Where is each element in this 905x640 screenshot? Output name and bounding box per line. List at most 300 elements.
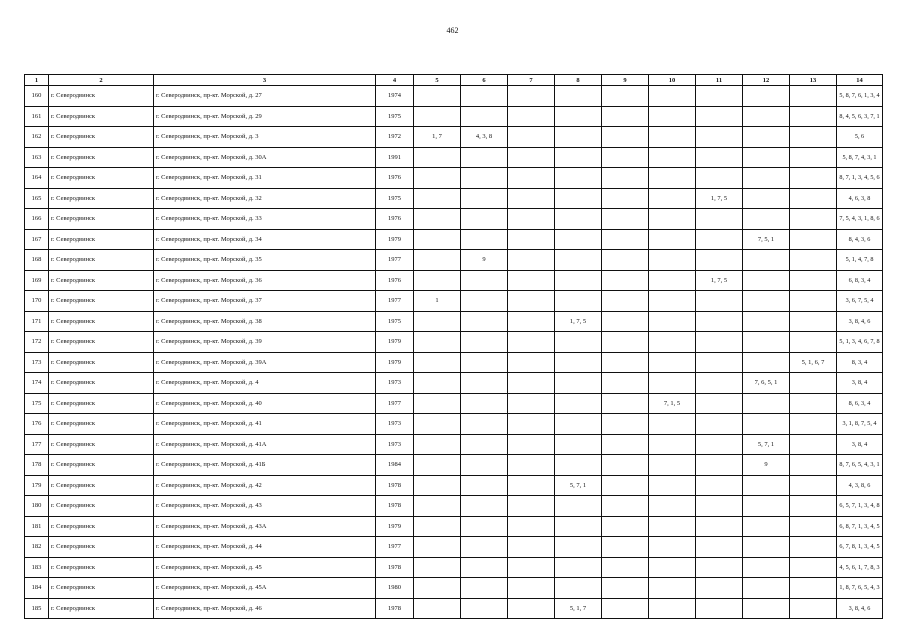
table-cell-col-14: 3, 6, 7, 5, 4: [837, 291, 883, 312]
table-cell-col-12: [743, 537, 790, 558]
table-cell-col-11: [696, 496, 743, 517]
table-cell-col-13: [790, 414, 837, 435]
table-cell-col-2: г. Северодвинск: [49, 414, 154, 435]
table-cell-col-6: [461, 291, 508, 312]
table-cell-col-1: 168: [25, 250, 49, 271]
table-cell-col-6: [461, 537, 508, 558]
table-cell-col-3: г. Северодвинск, пр-кт. Морской, д. 38: [154, 311, 376, 332]
table-row: [25, 270, 883, 291]
table-cell-col-5: [414, 598, 461, 619]
table-cell-col-7: [508, 86, 555, 107]
table-cell-col-8: [555, 168, 602, 189]
table-cell-col-11: [696, 209, 743, 230]
table-cell-col-12: [743, 291, 790, 312]
table-cell-col-2: г. Северодвинск: [49, 270, 154, 291]
table-cell-col-12: [743, 414, 790, 435]
table-cell-col-10: [649, 106, 696, 127]
table-cell-col-14: 3, 8, 4, 6: [837, 311, 883, 332]
table-cell-col-14: 5, 8, 7, 6, 1, 3, 4: [837, 86, 883, 107]
table-cell-col-10: [649, 455, 696, 476]
table-cell-col-8: [555, 250, 602, 271]
table-row: [25, 147, 883, 168]
table-cell-col-6: [461, 106, 508, 127]
table-cell-col-14: 6, 5, 7, 1, 3, 4, 8: [837, 496, 883, 517]
table-cell-col-1: 178: [25, 455, 49, 476]
table-cell-col-5: [414, 168, 461, 189]
table-row: [25, 475, 883, 496]
table-cell-col-14: 6, 7, 8, 1, 3, 4, 5: [837, 537, 883, 558]
table-cell-col-7: [508, 311, 555, 332]
table-row: [25, 209, 883, 230]
table-cell-col-2: г. Северодвинск: [49, 455, 154, 476]
table-cell-col-9: [602, 127, 649, 148]
table-row: [25, 393, 883, 414]
table-cell-col-14: 4, 6, 3, 8: [837, 188, 883, 209]
table-cell-col-11: [696, 250, 743, 271]
table-cell-col-4: 1974: [376, 86, 414, 107]
table-cell-col-8: [555, 414, 602, 435]
table-cell-col-12: [743, 598, 790, 619]
table-row: [25, 332, 883, 353]
column-header-5: 5: [414, 75, 461, 86]
table-cell-col-14: 3, 8, 4: [837, 373, 883, 394]
table-cell-col-12: 5, 7, 1: [743, 434, 790, 455]
table-cell-col-13: [790, 578, 837, 599]
table-row: [25, 250, 883, 271]
column-header-7: 7: [508, 75, 555, 86]
table-cell-col-10: [649, 311, 696, 332]
table-cell-col-4: 1973: [376, 434, 414, 455]
table-cell-col-2: г. Северодвинск: [49, 516, 154, 537]
table-cell-col-13: [790, 332, 837, 353]
table-cell-col-13: [790, 250, 837, 271]
table-cell-col-11: [696, 475, 743, 496]
table-cell-col-1: 161: [25, 106, 49, 127]
table-cell-col-9: [602, 291, 649, 312]
table-cell-col-4: 1978: [376, 496, 414, 517]
table-cell-col-3: г. Северодвинск, пр-кт. Морской, д. 45А: [154, 578, 376, 599]
table-cell-col-10: [649, 475, 696, 496]
table-cell-col-3: г. Северодвинск, пр-кт. Морской, д. 45: [154, 557, 376, 578]
table-cell-col-7: [508, 496, 555, 517]
table-cell-col-14: 3, 1, 8, 7, 5, 4: [837, 414, 883, 435]
table-cell-col-3: г. Северодвинск, пр-кт. Морской, д. 44: [154, 537, 376, 558]
column-header-6: 6: [461, 75, 508, 86]
table-cell-col-6: [461, 516, 508, 537]
table-row: [25, 229, 883, 250]
table-cell-col-9: [602, 229, 649, 250]
table-cell-col-9: [602, 516, 649, 537]
table-cell-col-12: [743, 188, 790, 209]
table-cell-col-9: [602, 598, 649, 619]
table-cell-col-1: 177: [25, 434, 49, 455]
table-cell-col-9: [602, 434, 649, 455]
column-header-9: 9: [602, 75, 649, 86]
table-row: [25, 106, 883, 127]
table-cell-col-11: [696, 434, 743, 455]
table-cell-col-8: [555, 229, 602, 250]
table-cell-col-9: [602, 270, 649, 291]
table-cell-col-11: [696, 557, 743, 578]
table-cell-col-11: [696, 516, 743, 537]
table-row: [25, 127, 883, 148]
table-cell-col-3: г. Северодвинск, пр-кт. Морской, д. 32: [154, 188, 376, 209]
table-cell-col-1: 180: [25, 496, 49, 517]
table-cell-col-1: 181: [25, 516, 49, 537]
table-cell-col-13: [790, 147, 837, 168]
table-cell-col-5: [414, 434, 461, 455]
table-cell-col-12: 7, 5, 1: [743, 229, 790, 250]
table-cell-col-8: [555, 496, 602, 517]
table-cell-col-4: 1978: [376, 475, 414, 496]
table-cell-col-10: [649, 291, 696, 312]
table-cell-col-1: 170: [25, 291, 49, 312]
table-cell-col-8: [555, 516, 602, 537]
table-cell-col-12: [743, 209, 790, 230]
table-cell-col-7: [508, 537, 555, 558]
table-cell-col-5: [414, 496, 461, 517]
table-cell-col-6: [461, 578, 508, 599]
table-cell-col-9: [602, 86, 649, 107]
table-cell-col-4: 1976: [376, 209, 414, 230]
table-cell-col-10: [649, 373, 696, 394]
table-cell-col-11: [696, 537, 743, 558]
table-cell-col-2: г. Северодвинск: [49, 557, 154, 578]
table-cell-col-12: [743, 557, 790, 578]
table-cell-col-10: [649, 209, 696, 230]
table-cell-col-10: [649, 127, 696, 148]
table-cell-col-2: г. Северодвинск: [49, 250, 154, 271]
table-cell-col-12: [743, 127, 790, 148]
table-cell-col-4: 1979: [376, 516, 414, 537]
table-cell-col-1: 183: [25, 557, 49, 578]
table-cell-col-6: [461, 86, 508, 107]
table-cell-col-7: [508, 598, 555, 619]
table-cell-col-4: 1975: [376, 311, 414, 332]
table-cell-col-3: г. Северодвинск, пр-кт. Морской, д. 37: [154, 291, 376, 312]
table-cell-col-9: [602, 168, 649, 189]
table-cell-col-6: [461, 311, 508, 332]
table-cell-col-9: [602, 209, 649, 230]
table-cell-col-9: [602, 352, 649, 373]
table-cell-col-6: 9: [461, 250, 508, 271]
table-cell-col-5: [414, 250, 461, 271]
table-cell-col-5: [414, 352, 461, 373]
table-cell-col-11: [696, 352, 743, 373]
table-cell-col-6: [461, 270, 508, 291]
table-cell-col-11: 1, 7, 5: [696, 270, 743, 291]
table-cell-col-2: г. Северодвинск: [49, 127, 154, 148]
table-cell-col-2: г. Северодвинск: [49, 229, 154, 250]
table-cell-col-14: 8, 7, 1, 3, 4, 5, 6: [837, 168, 883, 189]
table-cell-col-11: [696, 127, 743, 148]
table-cell-col-12: [743, 352, 790, 373]
table-cell-col-3: г. Северодвинск, пр-кт. Морской, д. 31: [154, 168, 376, 189]
table-row: [25, 168, 883, 189]
table-cell-col-2: г. Северодвинск: [49, 209, 154, 230]
table-cell-col-3: г. Северодвинск, пр-кт. Морской, д. 39А: [154, 352, 376, 373]
table-cell-col-8: [555, 106, 602, 127]
table-cell-col-2: г. Северодвинск: [49, 373, 154, 394]
table-cell-col-6: [461, 455, 508, 476]
table-cell-col-6: [461, 496, 508, 517]
table-cell-col-13: [790, 86, 837, 107]
table-cell-col-3: г. Северодвинск, пр-кт. Морской, д. 34: [154, 229, 376, 250]
table-cell-col-5: [414, 147, 461, 168]
table-cell-col-5: [414, 188, 461, 209]
table-cell-col-8: [555, 291, 602, 312]
table-cell-col-5: [414, 373, 461, 394]
table-cell-col-11: [696, 373, 743, 394]
table-cell-col-10: [649, 332, 696, 353]
table-cell-col-1: 165: [25, 188, 49, 209]
table-cell-col-14: 8, 3, 4: [837, 352, 883, 373]
table-cell-col-10: [649, 270, 696, 291]
table-cell-col-2: г. Северодвинск: [49, 188, 154, 209]
table-cell-col-14: 8, 7, 6, 5, 4, 3, 1: [837, 455, 883, 476]
table-row: [25, 537, 883, 558]
table-cell-col-4: 1977: [376, 537, 414, 558]
table-cell-col-1: 174: [25, 373, 49, 394]
table-cell-col-7: [508, 455, 555, 476]
table-cell-col-1: 162: [25, 127, 49, 148]
table-cell-col-7: [508, 147, 555, 168]
table-cell-col-13: [790, 168, 837, 189]
table-cell-col-11: 1, 7, 5: [696, 188, 743, 209]
table-cell-col-3: г. Северодвинск, пр-кт. Морской, д. 43А: [154, 516, 376, 537]
table-cell-col-5: [414, 209, 461, 230]
table-cell-col-5: [414, 311, 461, 332]
table-cell-col-7: [508, 352, 555, 373]
table-cell-col-12: [743, 106, 790, 127]
table-cell-col-12: [743, 86, 790, 107]
table-cell-col-11: [696, 311, 743, 332]
table-cell-col-5: 1: [414, 291, 461, 312]
table-cell-col-5: [414, 106, 461, 127]
header-row: [25, 75, 883, 86]
table-cell-col-6: [461, 168, 508, 189]
table-cell-col-7: [508, 557, 555, 578]
table-cell-col-9: [602, 250, 649, 271]
table-cell-col-6: [461, 557, 508, 578]
table-cell-col-4: 1979: [376, 352, 414, 373]
table-cell-col-5: [414, 537, 461, 558]
table-cell-col-4: 1991: [376, 147, 414, 168]
table-cell-col-9: [602, 414, 649, 435]
table-cell-col-1: 163: [25, 147, 49, 168]
table-cell-col-11: [696, 291, 743, 312]
table-cell-col-13: [790, 537, 837, 558]
table-cell-col-10: [649, 516, 696, 537]
table-cell-col-3: г. Северодвинск, пр-кт. Морской, д. 3: [154, 127, 376, 148]
table-cell-col-8: [555, 332, 602, 353]
table-cell-col-8: [555, 434, 602, 455]
table-cell-col-12: [743, 516, 790, 537]
table-cell-col-9: [602, 332, 649, 353]
table-cell-col-5: [414, 332, 461, 353]
table-cell-col-14: 6, 8, 7, 1, 3, 4, 5: [837, 516, 883, 537]
table-cell-col-6: [461, 147, 508, 168]
table-cell-col-10: 7, 1, 5: [649, 393, 696, 414]
table-cell-col-5: [414, 516, 461, 537]
table-cell-col-7: [508, 578, 555, 599]
table-cell-col-11: [696, 229, 743, 250]
table-cell-col-13: [790, 127, 837, 148]
table-cell-col-13: [790, 496, 837, 517]
table-cell-col-2: г. Северодвинск: [49, 598, 154, 619]
table-cell-col-14: 8, 4, 5, 6, 3, 7, 1: [837, 106, 883, 127]
table-cell-col-14: 6, 8, 3, 4: [837, 270, 883, 291]
table-cell-col-4: 1977: [376, 291, 414, 312]
table-cell-col-13: [790, 475, 837, 496]
table-cell-col-5: [414, 414, 461, 435]
table-cell-col-9: [602, 537, 649, 558]
table-cell-col-11: [696, 598, 743, 619]
table-cell-col-2: г. Северодвинск: [49, 578, 154, 599]
page-number: 462: [446, 26, 459, 35]
table-row: [25, 598, 883, 619]
table-cell-col-2: г. Северодвинск: [49, 168, 154, 189]
table-cell-col-8: 1, 7, 5: [555, 311, 602, 332]
table-cell-col-14: 3, 8, 4, 6: [837, 598, 883, 619]
table-cell-col-8: [555, 557, 602, 578]
table-cell-col-9: [602, 147, 649, 168]
table-cell-col-12: [743, 147, 790, 168]
table-cell-col-7: [508, 270, 555, 291]
table-cell-col-4: 1980: [376, 578, 414, 599]
table-cell-col-9: [602, 557, 649, 578]
table-cell-col-3: г. Северодвинск, пр-кт. Морской, д. 29: [154, 106, 376, 127]
table-cell-col-8: [555, 455, 602, 476]
table-cell-col-4: 1975: [376, 188, 414, 209]
table-cell-col-7: [508, 414, 555, 435]
table-row: [25, 352, 883, 373]
table-cell-col-13: [790, 106, 837, 127]
table-cell-col-3: г. Северодвинск, пр-кт. Морской, д. 27: [154, 86, 376, 107]
table-cell-col-6: [461, 475, 508, 496]
table-cell-col-10: [649, 147, 696, 168]
table-cell-col-6: [461, 229, 508, 250]
table-cell-col-13: 5, 1, 6, 7: [790, 352, 837, 373]
table-cell-col-8: [555, 270, 602, 291]
table-cell-col-2: г. Северодвинск: [49, 311, 154, 332]
table-cell-col-7: [508, 250, 555, 271]
table-cell-col-1: 184: [25, 578, 49, 599]
table-cell-col-14: 4, 3, 8, 6: [837, 475, 883, 496]
table-cell-col-8: [555, 147, 602, 168]
table-cell-col-1: 179: [25, 475, 49, 496]
table-cell-col-1: 175: [25, 393, 49, 414]
table-cell-col-4: 1979: [376, 332, 414, 353]
table-cell-col-10: [649, 537, 696, 558]
table-cell-col-11: [696, 578, 743, 599]
table-cell-col-7: [508, 168, 555, 189]
table-cell-col-3: г. Северодвинск, пр-кт. Морской, д. 41Б: [154, 455, 376, 476]
table-cell-col-14: 5, 1, 4, 7, 8: [837, 250, 883, 271]
table-cell-col-5: [414, 270, 461, 291]
table-cell-col-3: г. Северодвинск, пр-кт. Морской, д. 43: [154, 496, 376, 517]
table-cell-col-1: 172: [25, 332, 49, 353]
column-header-3: 3: [154, 75, 376, 86]
table-cell-col-13: [790, 434, 837, 455]
table-cell-col-9: [602, 393, 649, 414]
table-cell-col-7: [508, 188, 555, 209]
table-cell-col-4: 1973: [376, 414, 414, 435]
table-cell-col-12: [743, 270, 790, 291]
table-cell-col-9: [602, 373, 649, 394]
table-cell-col-14: 5, 1, 3, 4, 6, 7, 8: [837, 332, 883, 353]
table-cell-col-5: [414, 229, 461, 250]
table-cell-col-8: 5, 7, 1: [555, 475, 602, 496]
table-cell-col-2: г. Северодвинск: [49, 332, 154, 353]
table-cell-col-7: [508, 106, 555, 127]
table-cell-col-4: 1977: [376, 250, 414, 271]
table-cell-col-4: 1978: [376, 557, 414, 578]
table-cell-col-4: 1975: [376, 106, 414, 127]
table-cell-col-7: [508, 373, 555, 394]
table-cell-col-8: [555, 86, 602, 107]
table-cell-col-6: [461, 209, 508, 230]
table-cell-col-3: г. Северодвинск, пр-кт. Морской, д. 4: [154, 373, 376, 394]
table-row: [25, 557, 883, 578]
table-cell-col-14: 1, 8, 7, 6, 5, 4, 3: [837, 578, 883, 599]
table-cell-col-6: 4, 3, 8: [461, 127, 508, 148]
table-cell-col-13: [790, 229, 837, 250]
table-cell-col-8: [555, 373, 602, 394]
table-cell-col-14: 7, 5, 4, 3, 1, 8, 6: [837, 209, 883, 230]
table-cell-col-11: [696, 455, 743, 476]
column-header-10: 10: [649, 75, 696, 86]
table-cell-col-1: 171: [25, 311, 49, 332]
table-cell-col-10: [649, 86, 696, 107]
column-header-2: 2: [49, 75, 154, 86]
table-cell-col-1: 182: [25, 537, 49, 558]
table-cell-col-3: г. Северодвинск, пр-кт. Морской, д. 33: [154, 209, 376, 230]
column-header-4: 4: [376, 75, 414, 86]
table-cell-col-2: г. Северодвинск: [49, 352, 154, 373]
table-cell-col-10: [649, 250, 696, 271]
table-cell-col-8: [555, 578, 602, 599]
table-cell-col-2: г. Северодвинск: [49, 106, 154, 127]
table-cell-col-1: 167: [25, 229, 49, 250]
table-cell-col-2: г. Северодвинск: [49, 393, 154, 414]
table-cell-col-13: [790, 311, 837, 332]
table-cell-col-2: г. Северодвинск: [49, 537, 154, 558]
table-cell-col-10: [649, 188, 696, 209]
table-cell-col-10: [649, 352, 696, 373]
table-cell-col-13: [790, 557, 837, 578]
table-cell-col-4: 1972: [376, 127, 414, 148]
table-cell-col-14: 8, 4, 3, 6: [837, 229, 883, 250]
table-cell-col-1: 164: [25, 168, 49, 189]
table-cell-col-9: [602, 455, 649, 476]
table-cell-col-9: [602, 496, 649, 517]
table-cell-col-1: 176: [25, 414, 49, 435]
table-cell-col-12: [743, 475, 790, 496]
table-cell-col-14: 5, 8, 7, 4, 3, 1: [837, 147, 883, 168]
table-cell-col-3: г. Северодвинск, пр-кт. Морской, д. 36: [154, 270, 376, 291]
table-cell-col-10: [649, 434, 696, 455]
table-cell-col-12: 9: [743, 455, 790, 476]
table-cell-col-1: 185: [25, 598, 49, 619]
table-cell-col-5: 1, 7: [414, 127, 461, 148]
table-cell-col-4: 1984: [376, 455, 414, 476]
table-cell-col-11: [696, 332, 743, 353]
table-row: [25, 373, 883, 394]
table-cell-col-13: [790, 188, 837, 209]
table-cell-col-6: [461, 598, 508, 619]
table-cell-col-5: [414, 455, 461, 476]
